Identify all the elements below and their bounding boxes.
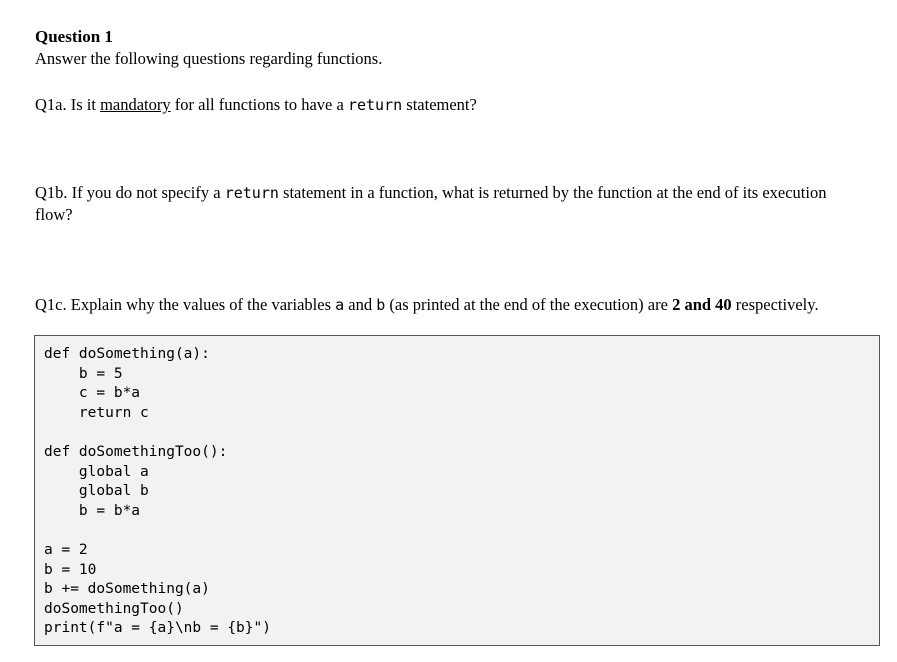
code-line bbox=[44, 423, 870, 443]
q1c-var-b: b bbox=[376, 296, 386, 314]
q1b-code-keyword: return bbox=[224, 184, 279, 202]
q1a-middle: for all functions to have a bbox=[170, 95, 348, 114]
code-line: global b bbox=[44, 483, 149, 500]
q1c-prefix: Q1c. Explain why the values of the variables bbox=[35, 295, 336, 314]
q1c-suffix: respectively. bbox=[731, 295, 819, 314]
code-line: b += doSomething(a) bbox=[44, 581, 210, 598]
q1a-prefix: Q1a. Is it bbox=[35, 95, 101, 114]
question-1c bbox=[35, 294, 855, 316]
code-line bbox=[44, 521, 870, 541]
question-intro: Answer the following questions regarding functions. bbox=[35, 49, 383, 68]
q1a-underlined-word: mandatory bbox=[100, 95, 171, 114]
code-line: b = 10 bbox=[44, 561, 97, 578]
code-line: print(f"a = {a}\nb = {b}") bbox=[44, 620, 271, 637]
code-block bbox=[34, 335, 880, 646]
q1b-prefix: Q1b. If you do not specify a bbox=[35, 183, 225, 202]
question-1b bbox=[35, 182, 855, 225]
code-line: a = 2 bbox=[44, 541, 88, 558]
q1c-and: and bbox=[344, 295, 377, 314]
q1a-code-keyword: return bbox=[347, 96, 403, 114]
q1a-suffix: statement? bbox=[402, 95, 477, 114]
code-line: global a bbox=[44, 463, 149, 480]
code-line: b = 5 bbox=[44, 365, 123, 382]
code-line: doSomethingToo() bbox=[44, 600, 184, 617]
code-line: c = b*a bbox=[44, 385, 141, 402]
code-line: b = b*a bbox=[44, 502, 141, 519]
question-1a bbox=[35, 94, 477, 116]
code-line: def doSomethingToo(): bbox=[44, 443, 228, 460]
q1b-suffix: statement in a function, what is returned by the function at the end of its execution flow? bbox=[35, 183, 827, 224]
q1c-var-a: a bbox=[335, 296, 345, 314]
question-page bbox=[35, 27, 885, 314]
q1c-bold-values: 2 and 40 bbox=[672, 295, 732, 314]
code-line: return c bbox=[44, 404, 149, 421]
code-line: def doSomething(a): bbox=[44, 346, 210, 362]
q1c-middle: (as printed at the end of the execution) are bbox=[385, 295, 673, 314]
question-title: Question 1 bbox=[35, 27, 113, 46]
